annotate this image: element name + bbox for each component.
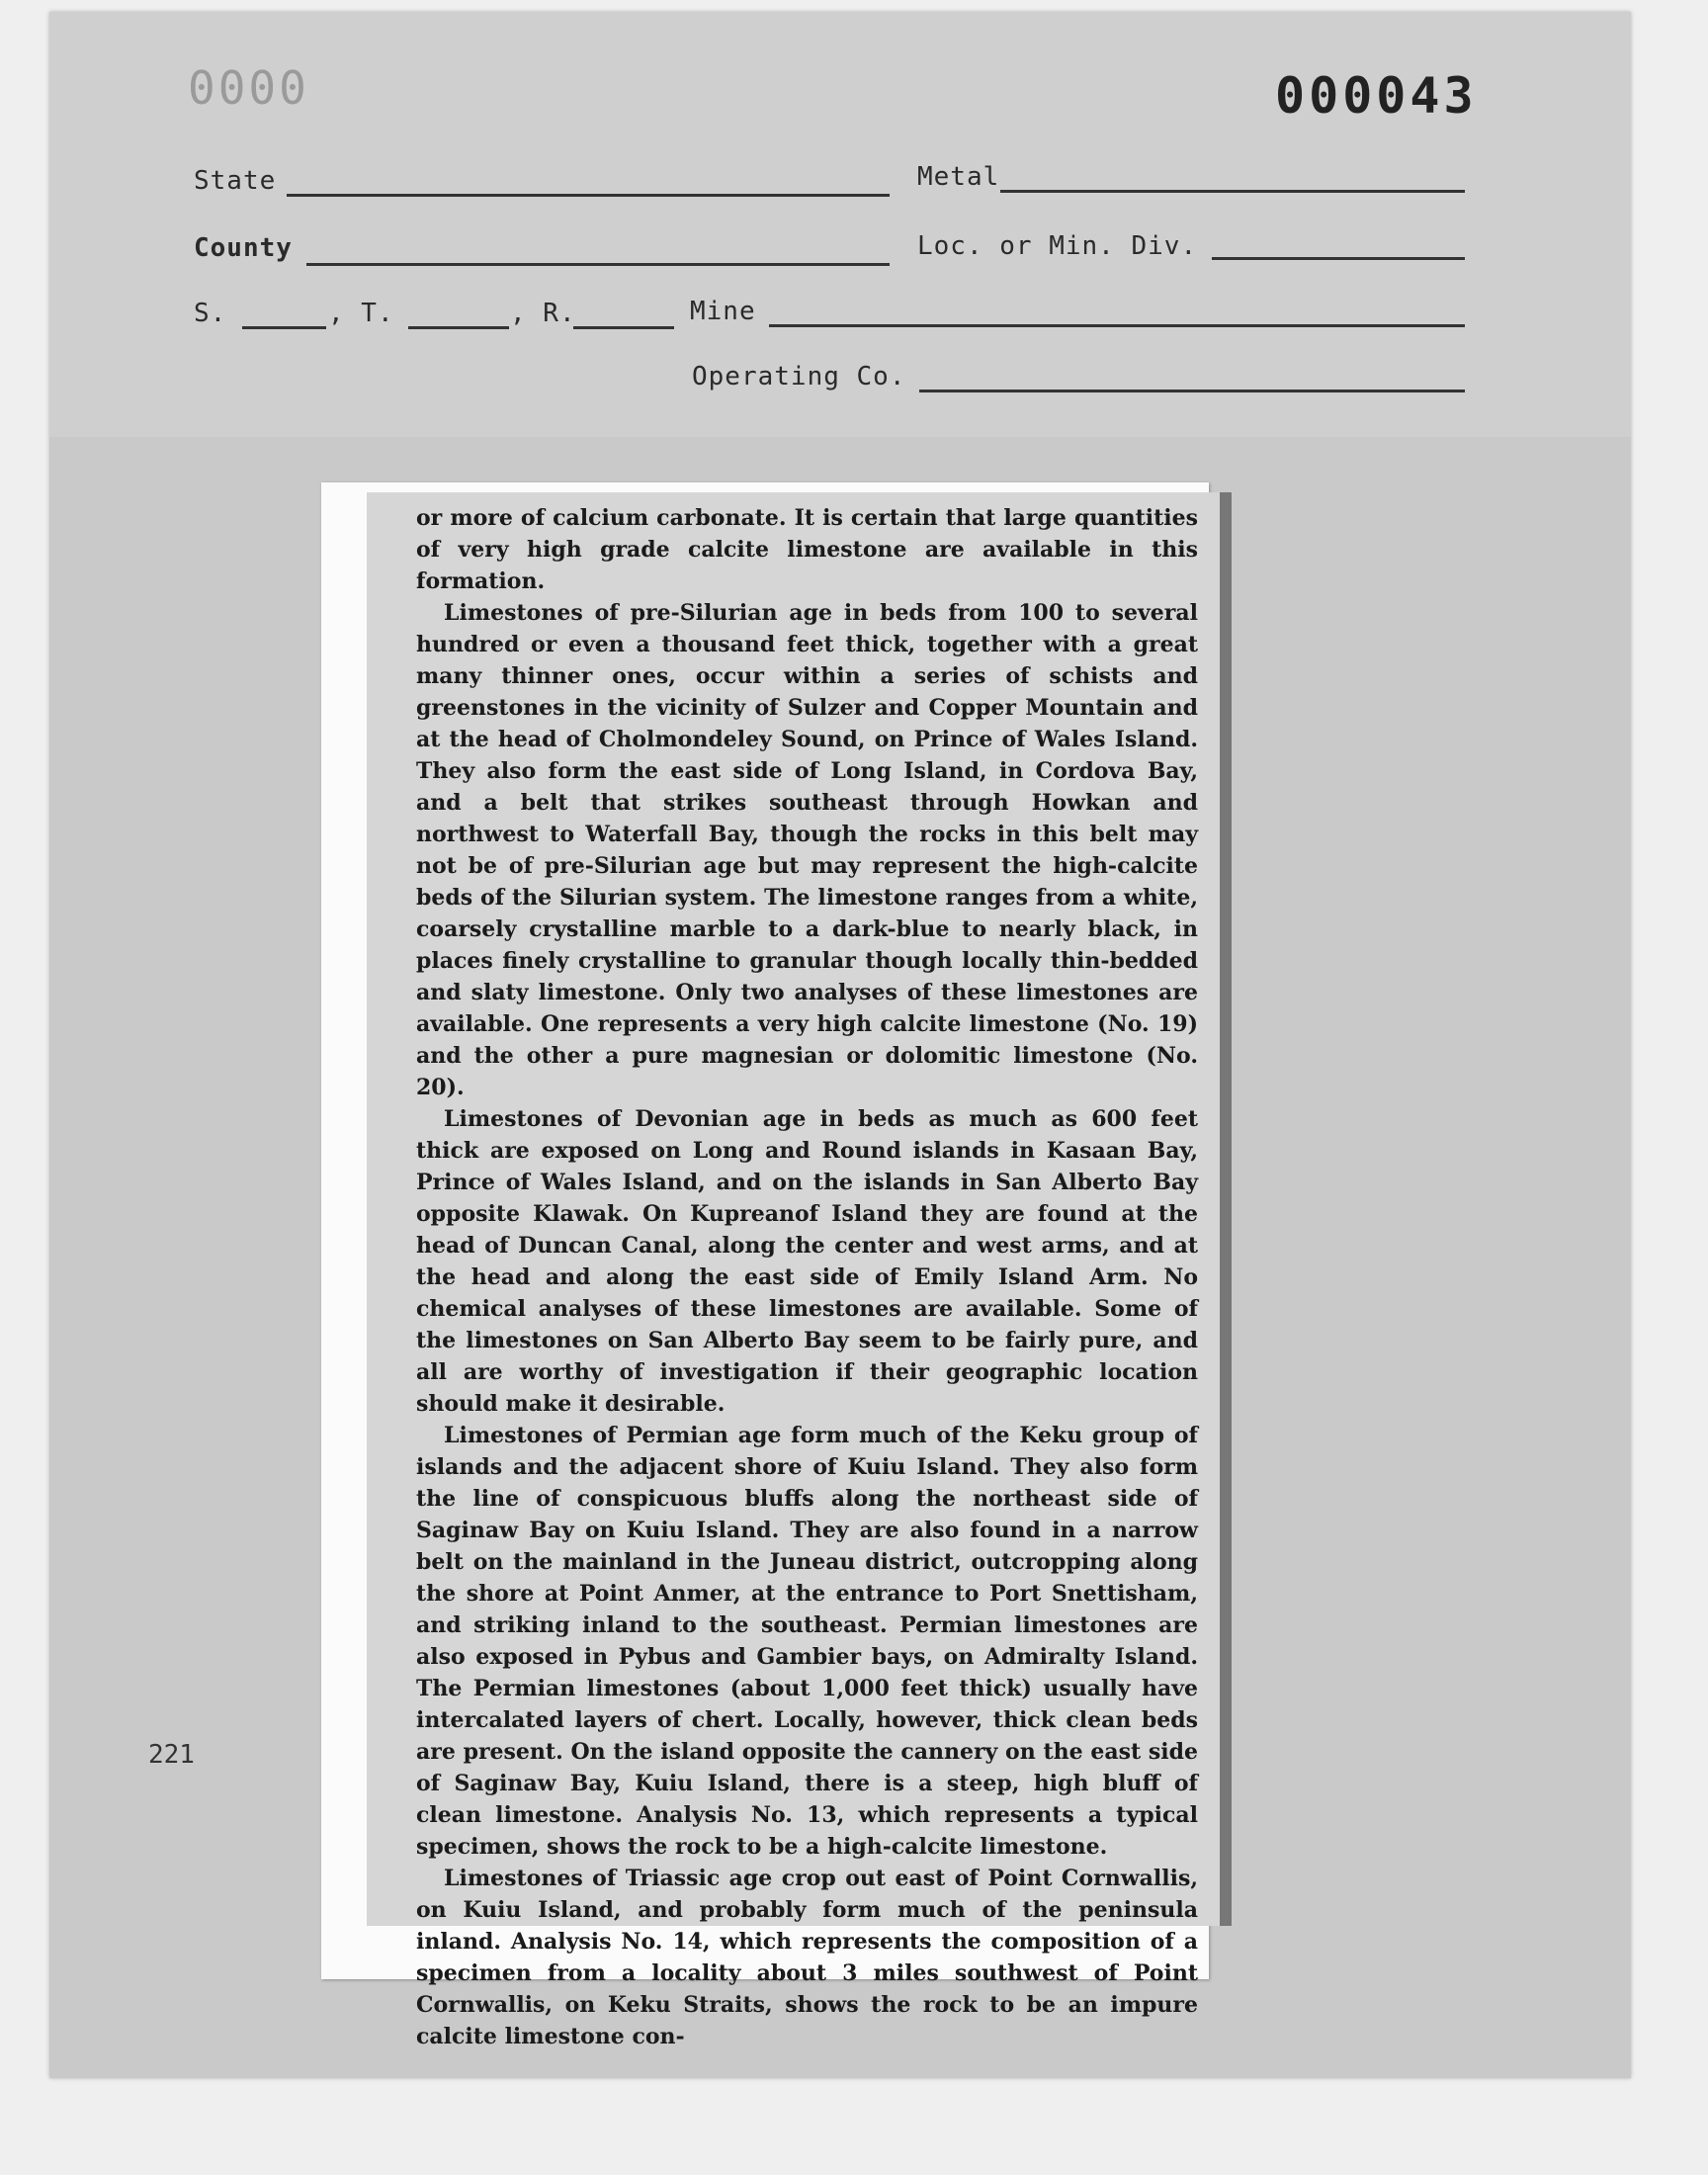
metal-field-line bbox=[1000, 190, 1465, 193]
mine-label: Mine bbox=[690, 297, 756, 326]
faint-stamp-number: 0000 bbox=[188, 61, 309, 115]
page-number: 221 bbox=[148, 1740, 195, 1770]
range-field-line bbox=[573, 326, 674, 329]
mine-field-line bbox=[769, 324, 1465, 327]
township-label: , T. bbox=[328, 299, 394, 328]
township-field-line bbox=[408, 326, 509, 329]
state-field-line bbox=[287, 194, 890, 197]
metal-label: Metal bbox=[917, 162, 1000, 192]
clipping-paragraph: Limestones of Triassic age crop out east of Point Cornwallis, on Kuiu Island, and probably form much of the peninsula inland. Analysis No. 14, which represents the composition of a specimen from a locality about 3 miles southwest of Point Cornwallis, on Keku Straits, shows the rock to be an impure calcite limestone con- bbox=[416, 1866, 1198, 2049]
newspaper-clipping bbox=[367, 492, 1232, 2049]
state-label: State bbox=[194, 166, 277, 196]
document-number: 000043 bbox=[1275, 67, 1478, 125]
operating-co-label: Operating Co. bbox=[692, 362, 906, 392]
operating-co-field-line bbox=[919, 390, 1465, 392]
clipping-paragraph: Limestones of pre-Silurian age in beds from 100 to several hundred or even a thousand feet thick, together with a great many thinner ones, occur within a series of schists and greenstones in the vicinity of Sulzer and Copper Mountain and at the head of Cholmondeley Sound, on Prince of Wales Island. They also form the east side of Long Island, in Cordova Bay, and a belt that strikes southeast through Howkan and northwest to Waterfall Bay, though the rocks in this belt may not be of pre-Silurian age but may represent the high-calcite beds of the Silurian system. The limestone ranges from a white, coarsely crystalline marble to a dark-blue to nearly black, in places finely crystalline to granular though locally thin-bedded and slaty limestone. Only two analyses of these limestones are available. One represents a very high calcite limestone (No. 19) and the other a pure magnesian or dolomitic limestone (No. 20). bbox=[416, 600, 1198, 1100]
clipping-paragraph: Limestones of Permian age form much of the Keku group of islands and the adjacent shore of Kuiu Island. They also form the line of conspicuous bluffs along the northeast side of Saginaw Bay on Kuiu Island. They are also found in a narrow belt on the mainland in the Juneau district, outcropping along the shore at Point Anmer, at the entrance to Port Snettisham, and striking inland to the southeast. Permian limestones are also exposed in Pybus and Gambier bays, on Admiralty Island. The Permian limestones (about 1,000 feet thick) usually have intercalated layers of chert. Locally, however, thick clean beds are present. On the island opposite the cannery on the east side of Saginaw Bay, Kuiu Island, there is a steep, high bluff of clean limestone. Analysis No. 13, which represents a typical specimen, shows the rock to be a high-calcite limestone. bbox=[416, 1423, 1198, 1860]
section-field-line bbox=[242, 326, 326, 329]
range-label: , R. bbox=[510, 299, 576, 328]
county-field-line bbox=[306, 263, 890, 266]
section-label: S. bbox=[194, 299, 227, 328]
loc-field-line bbox=[1212, 257, 1465, 260]
loc-label: Loc. or Min. Div. bbox=[917, 231, 1198, 261]
clipping-paragraph: Limestones of Devonian age in beds as much as 600 feet thick are exposed on Long and Round islands in Kasaan Bay, Prince of Wales Island, and on the islands in San Alberto Bay opposite Klawak. On Kupreanof Island they are found at the head of Duncan Canal, along the center and west arms, and at the head and along the east side of Emily Island Arm. No chemical analyses of these limestones are available. Some of the limestones on San Alberto Bay seem to be fairly pure, and all are worthy of investigation if their geographic location should make it desirable. bbox=[416, 1106, 1198, 1417]
clipping-paragraph: or more of calcium carbonate. It is certain that large quantities of very high grade calcite limestone are available in this formation. bbox=[416, 505, 1198, 594]
county-label: County bbox=[194, 233, 293, 263]
